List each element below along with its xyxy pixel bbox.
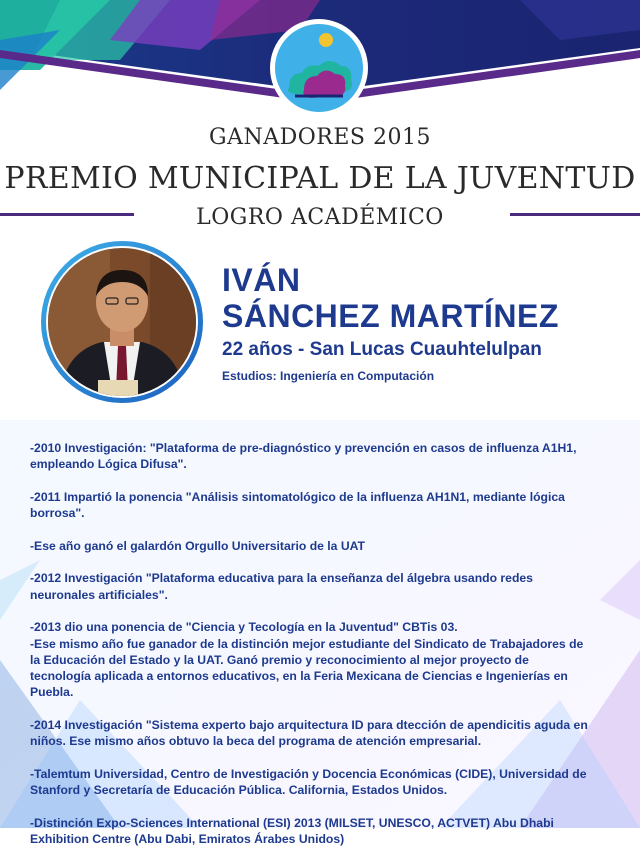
award-category-title: LOGRO ACADÉMICO — [196, 205, 444, 230]
municipal-logo — [269, 18, 369, 118]
achievement-item: -Distinción Expo-Sciences International (ESI) 2013 (MILSET, UNESCO, ACTVET) Abu Dhabi Exhibition Centre (Abu Dabi, Emiratos Árabes Unidos) — [30, 815, 554, 847]
winner-first-name: IVÁN — [222, 262, 301, 298]
winner-studies: Estudios: Ingeniería en Computación — [222, 369, 435, 383]
winner-last-name: SÁNCHEZ MARTÍNEZ — [222, 298, 559, 334]
achievement-item: -Ese mismo año fue ganador de la distinción mejor estudiante del Sindicato de Trabajadores de la Educación del Estado y la UAT. Ganó premio y reconocimiento al mejor proyecto de tecnología aplicada a entornos educativos, en la Feria Mexicana de Ciencias e Ingenierías en Puebla. — [30, 636, 584, 700]
winner-info — [222, 262, 559, 384]
awards-year-title: GANADORES 2015 — [209, 125, 431, 150]
achievement-item: -Ese año ganó el galardón Orgullo Universitario de la UAT — [30, 538, 365, 553]
winner-photo — [40, 240, 204, 404]
achievement-item: -2010 Investigación: "Plataforma de pre-diagnóstico y prevención en casos de influenza A1H1, empleando Lógica Difusa". — [30, 441, 577, 472]
winner-age-location: 22 años - San Lucas Cuauhtelulpan — [222, 339, 542, 360]
award-name-title: PREMIO MUNICIPAL DE LA JUVENTUD — [4, 161, 636, 196]
achievement-item: -2013 dio una ponencia de "Ciencia y Tecología en la Juventud" CBTis 03. — [30, 620, 458, 635]
divider-right — [510, 213, 640, 216]
achievement-item: -2011 Impartió la ponencia "Análisis sintomatológico de la influenza AH1N1, mediante lógica borrosa". — [30, 489, 565, 521]
achievements-list — [30, 440, 590, 864]
achievement-item: -2012 Investigación "Plataforma educativa para la enseñanza del álgebra usando redes neuronales artificiales". — [30, 571, 533, 602]
achievement-item: -2014 Investigación "Sistema experto bajo arquitectura ID para dtección de apendicitis aguda en niños. Ese mismo años obtuvo la beca del programa de atención empresarial. — [30, 718, 588, 749]
divider-left — [0, 213, 134, 216]
achievement-item: -Talemtum Universidad, Centro de Investigación y Docencia Económicas (CIDE), Universidad de Stanford y Secretaría de Educación Pública. California, Estados Unidos. — [30, 766, 587, 798]
